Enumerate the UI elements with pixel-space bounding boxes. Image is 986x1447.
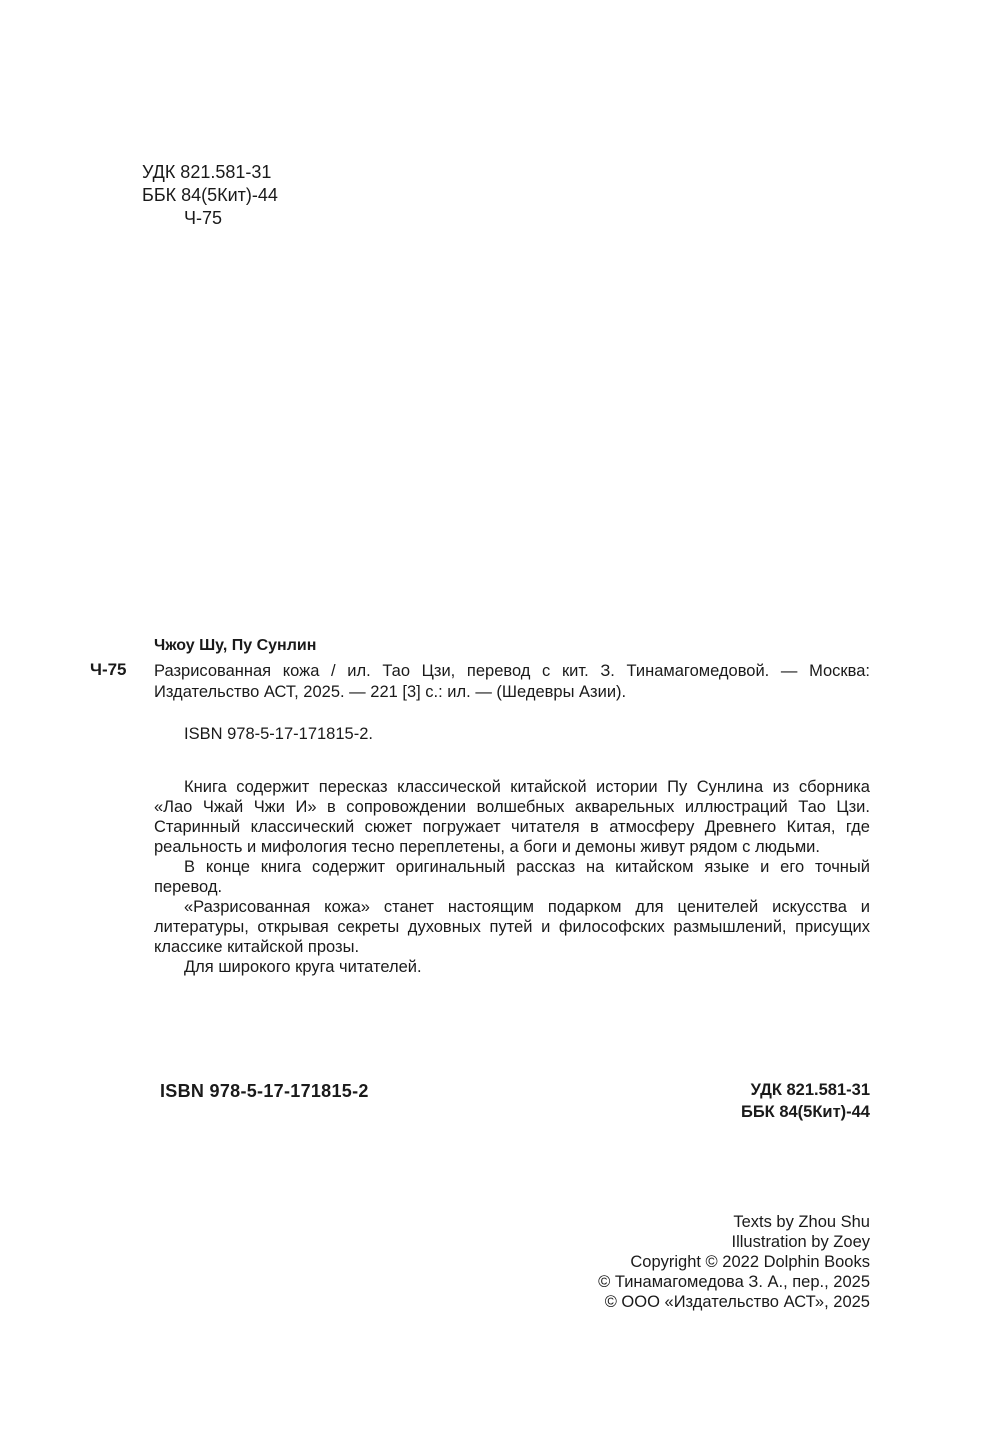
annotation-line: перевод. [154, 878, 223, 896]
copyright-publisher: © ООО «Издательство АСТ», 2025 [604, 1293, 870, 1311]
author-mark: Ч-75 [184, 208, 223, 228]
author-name: Чжоу Шу, Пу Сунлин [154, 637, 317, 654]
classification-codes-bottom [741, 1079, 870, 1123]
classification-codes-top [142, 161, 278, 230]
isbn-bold: ISBN 978-5-17-171815-2 [160, 1081, 369, 1101]
copyright-texts: Texts by Zhou Shu [733, 1213, 870, 1231]
bbk-code: ББК 84(5Кит)-44 [142, 185, 278, 205]
udk-code-bold: УДК 821.581-31 [750, 1081, 870, 1099]
annotation-line: литературы, открывая секреты духовных путей и философских размышлений, присущих [154, 918, 870, 936]
bbk-code-bold: ББК 84(5Кит)-44 [740, 1103, 870, 1121]
bibliographic-record [154, 661, 870, 702]
copyright-translator: © Тинамагомедова З. А., пер., 2025 [598, 1273, 870, 1291]
author-mark-side: Ч-75 [90, 660, 127, 679]
copyright-block [598, 1212, 870, 1312]
annotation-line: классике китайской прозы. [154, 938, 360, 956]
annotation-line: «Лао Чжай Чжи И» в сопровождении волшебных акварельных иллюстраций Тао Цзи. [154, 798, 870, 816]
annotation-line: Книга содержит пересказ классической китайской истории Пу Сунлина из сборника [184, 778, 870, 796]
annotation-line: Старинный классический сюжет погружает читателя в атмосферу Древнего Китая, где [154, 818, 870, 836]
annotation-line: «Разрисованная кожа» станет настоящим подарком для ценителей искусства и [184, 898, 870, 916]
biblio-line-2: Издательство АСТ, 2025. — 221 [3] с.: ил. — (Шедевры Азии). [154, 682, 627, 701]
copyright-original: Copyright © 2022 Dolphin Books [630, 1253, 870, 1271]
annotation-line: реальность и мифология тесно переплетены, а боги и демоны живут рядом с людьми. [154, 838, 820, 856]
annotation-line: Для широкого круга читателей. [184, 958, 422, 976]
isbn-line: ISBN 978-5-17-171815-2. [184, 725, 373, 743]
copyright-illustration: Illustration by Zoey [731, 1233, 870, 1251]
biblio-line-1: Разрисованная кожа / ил. Тао Цзи, перевод с кит. З. Тинамагомедовой. — Москва: [154, 662, 870, 680]
annotation-line: В конце книга содержит оригинальный рассказ на китайском языке и его точный [184, 858, 870, 876]
annotation [154, 777, 870, 977]
udk-code: УДК 821.581-31 [142, 162, 272, 182]
